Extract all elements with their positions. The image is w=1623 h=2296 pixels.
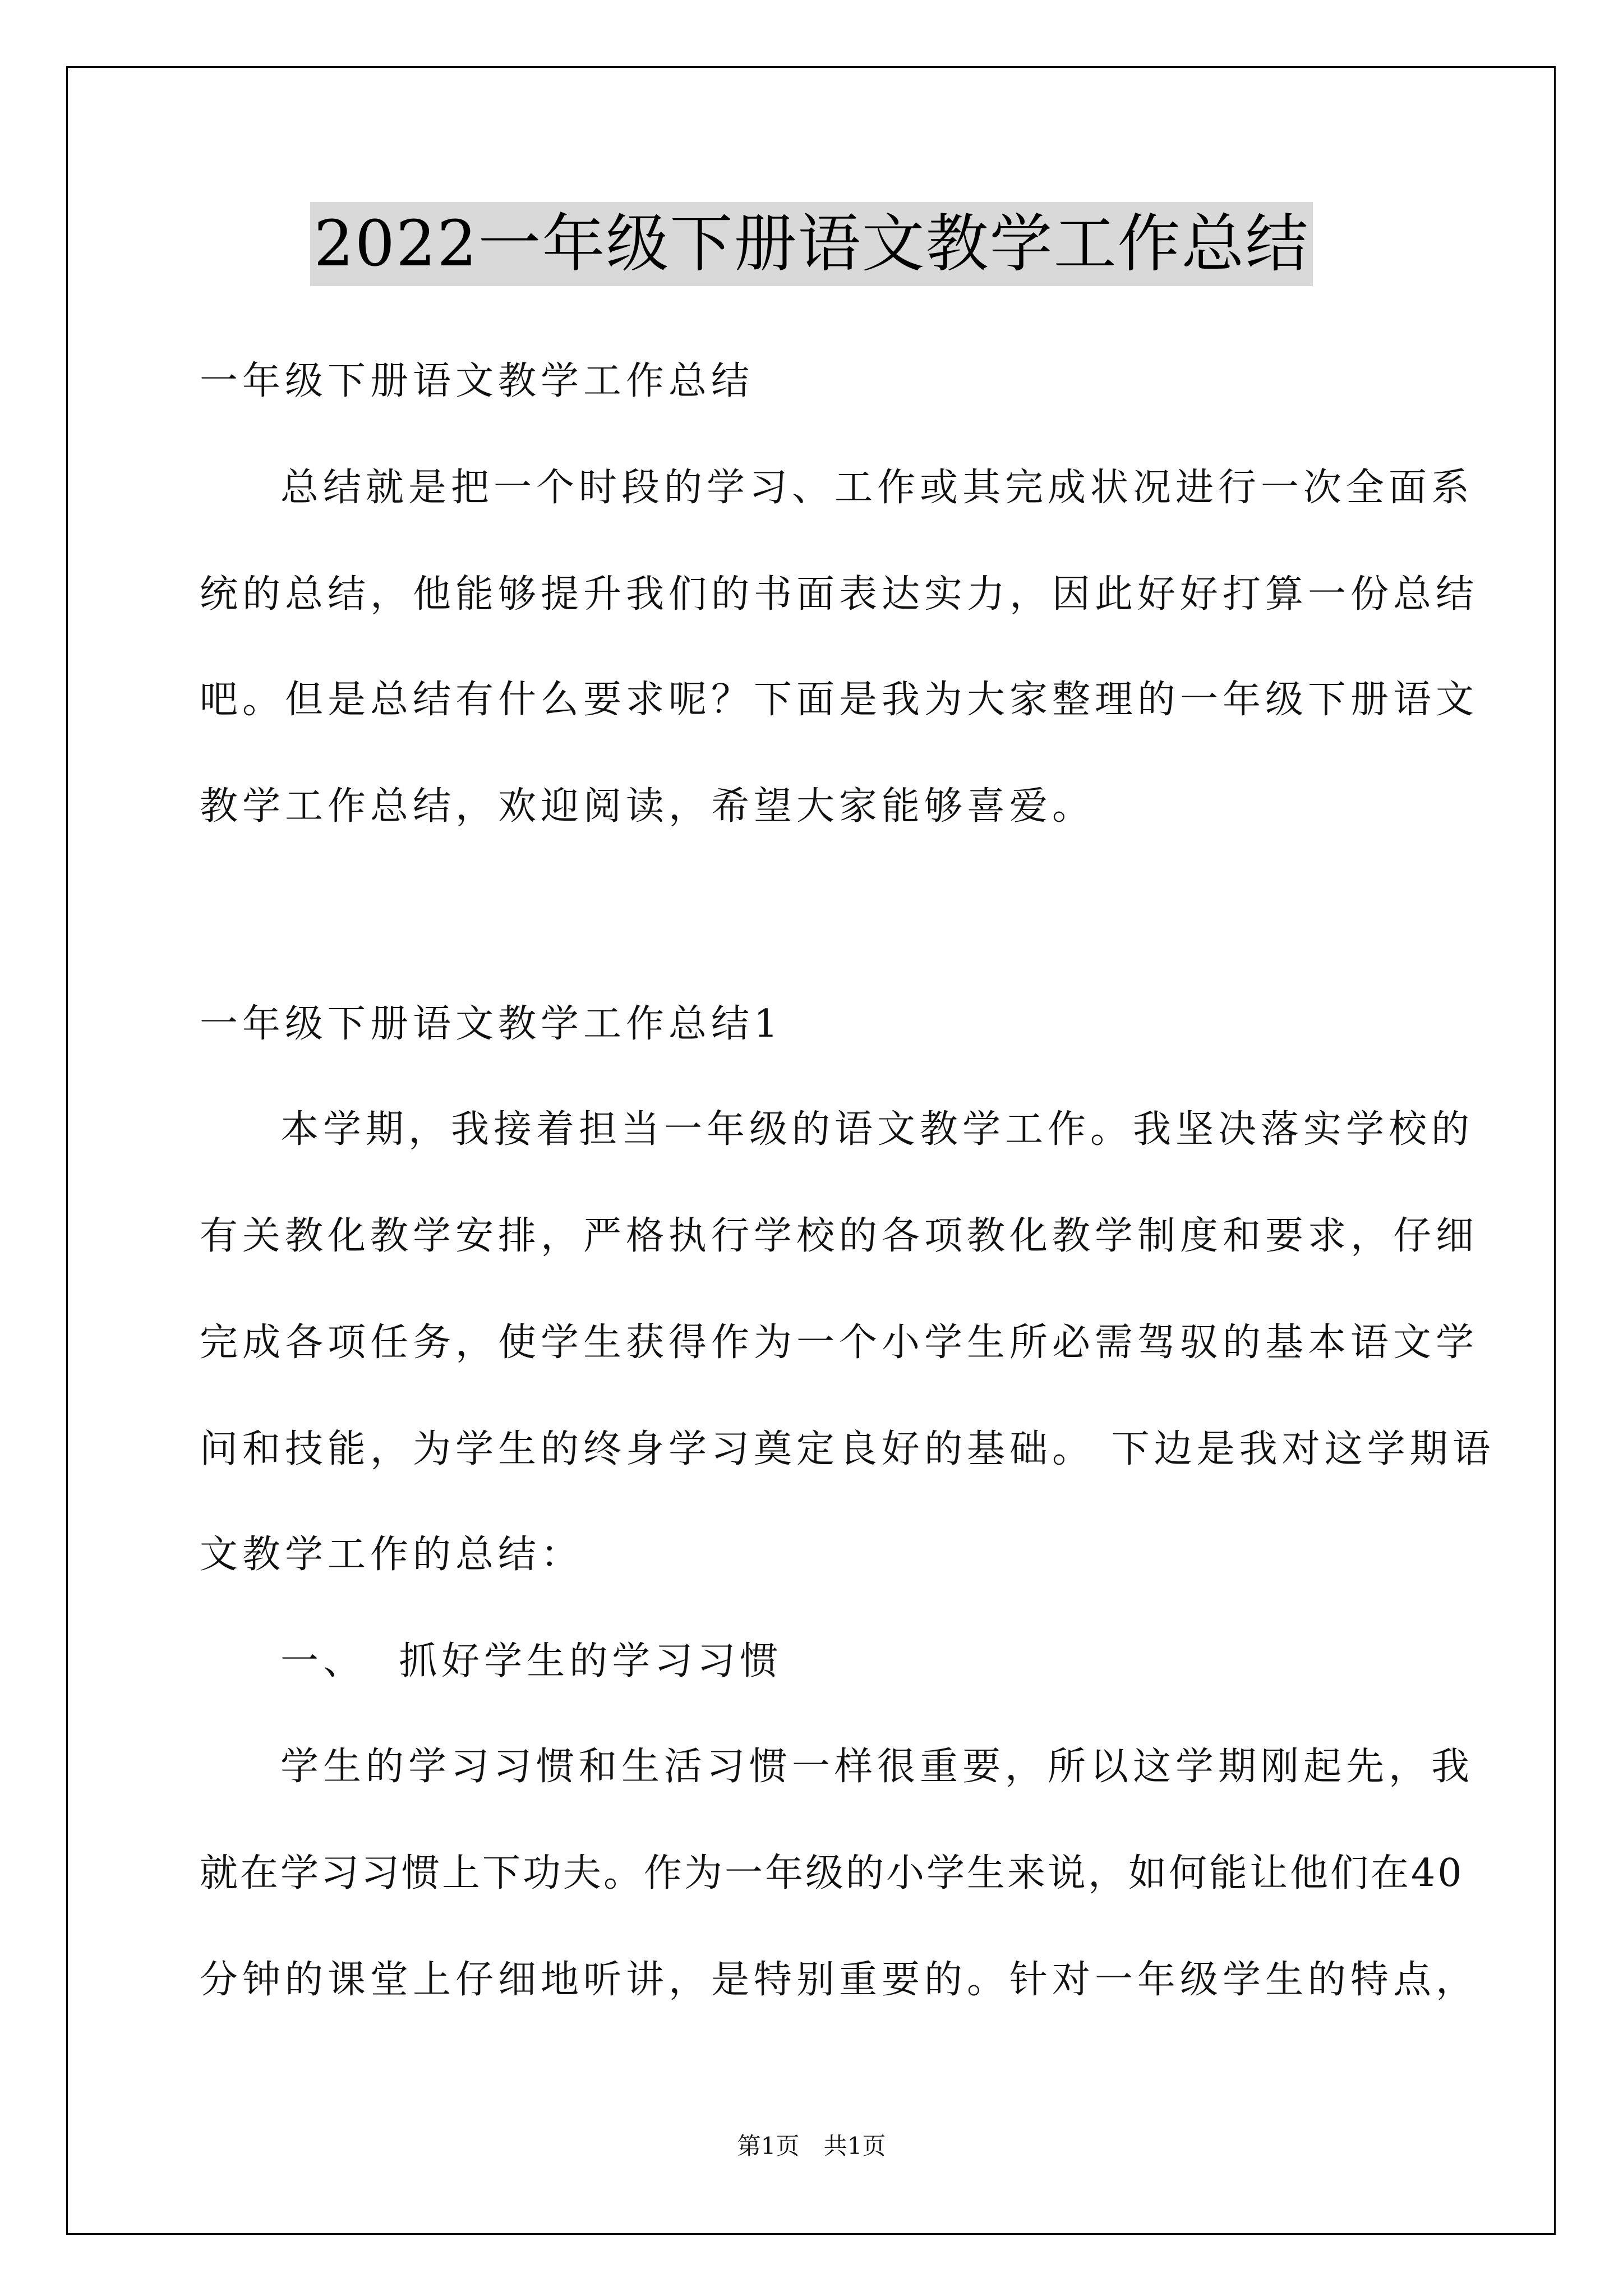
intro-line: 教学工作总结，欢迎阅读，希望大家能够喜爱。 [200, 784, 1095, 829]
section-line: 文教学工作的总结： [200, 1533, 584, 1577]
intro-line: 吧。但是总结有什么要求呢？下面是我为大家整理的一年级下册语文 [200, 678, 1479, 722]
point-line: 就在学习习惯上下功夫。作为一年级的小学生来说，如何能让他们在40 [200, 1851, 1464, 1895]
intro-line: 统的总结，他能够提升我们的书面表达实力，因此好好打算一份总结 [200, 572, 1479, 616]
section-line: 有关教化教学安排，严格执行学校的各项教化教学制度和要求，仔细 [200, 1214, 1479, 1258]
point-heading: 一、 抓好学生的学习习惯 [280, 1639, 783, 1683]
title-wrap [0, 202, 1623, 286]
section-line: 问和技能，为学生的终身学习奠定良好的基础。 下边是我对这学期语 [200, 1427, 1495, 1471]
section-line: 本学期，我接着担当一年级的语文教学工作。我坚决落实学校的 [280, 1107, 1474, 1152]
point-line: 分钟的课堂上仔细地听讲，是特别重要的。针对一年级学生的特点， [200, 1958, 1479, 2002]
page-footer: 第1页 共1页 [737, 2132, 886, 2160]
subtitle: 一年级下册语文教学工作总结 [200, 359, 754, 403]
document-title: 2022一年级下册语文教学工作总结 [310, 202, 1312, 286]
point-line: 学生的学习习惯和生活习惯一样很重要，所以这学期刚起先，我 [280, 1745, 1474, 1789]
section-line: 完成各项任务，使学生获得作为一个小学生所必需驾驭的基本语文学 [200, 1320, 1479, 1365]
intro-line: 总结就是把一个时段的学习、工作或其完成状况进行一次全面系 [280, 466, 1474, 510]
section-heading: 一年级下册语文教学工作总结1 [200, 1002, 783, 1046]
